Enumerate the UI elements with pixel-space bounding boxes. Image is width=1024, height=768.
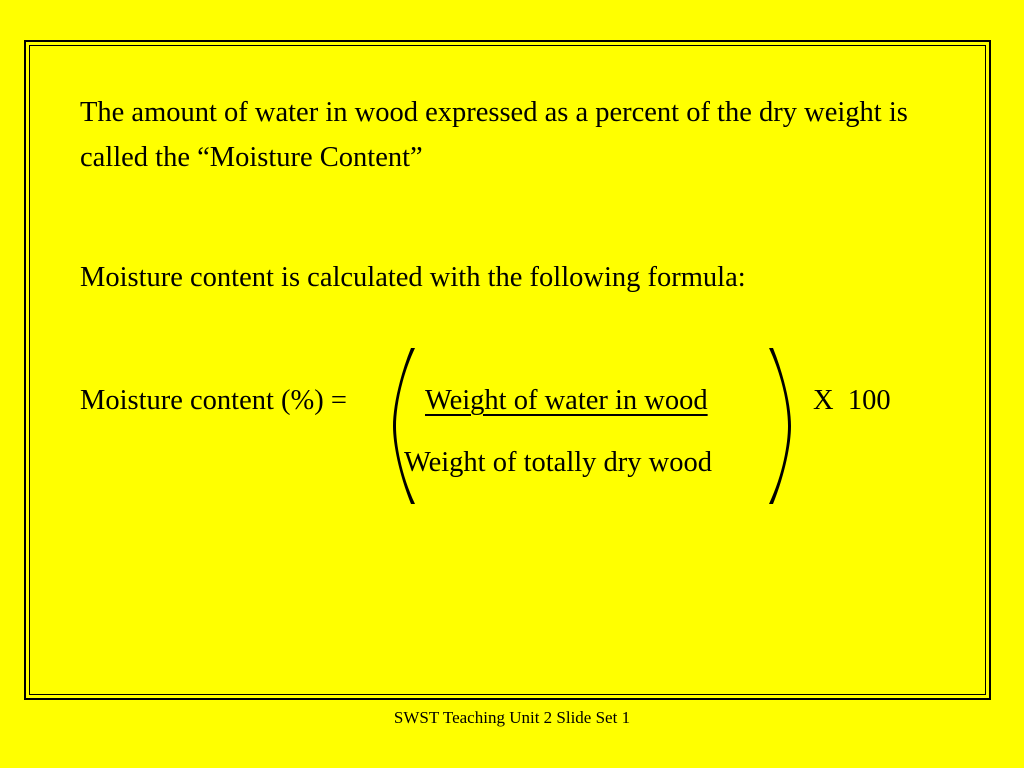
formula-lhs: Moisture content (%) = xyxy=(80,385,347,416)
slide-footer: SWST Teaching Unit 2 Slide Set 1 xyxy=(393,708,631,727)
right-parenthesis xyxy=(761,346,791,506)
formula-numerator: Weight of water in wood xyxy=(425,385,708,416)
formula-denominator: Weight of totally dry wood xyxy=(404,447,712,478)
formula-multiplier: X 100 xyxy=(813,385,891,416)
definition-paragraph: The amount of water in wood expressed as a percent of the dry weight is called the “Moisture Content” xyxy=(80,97,908,173)
formula-intro-paragraph: Moisture content is calculated with the following formula: xyxy=(80,262,746,293)
